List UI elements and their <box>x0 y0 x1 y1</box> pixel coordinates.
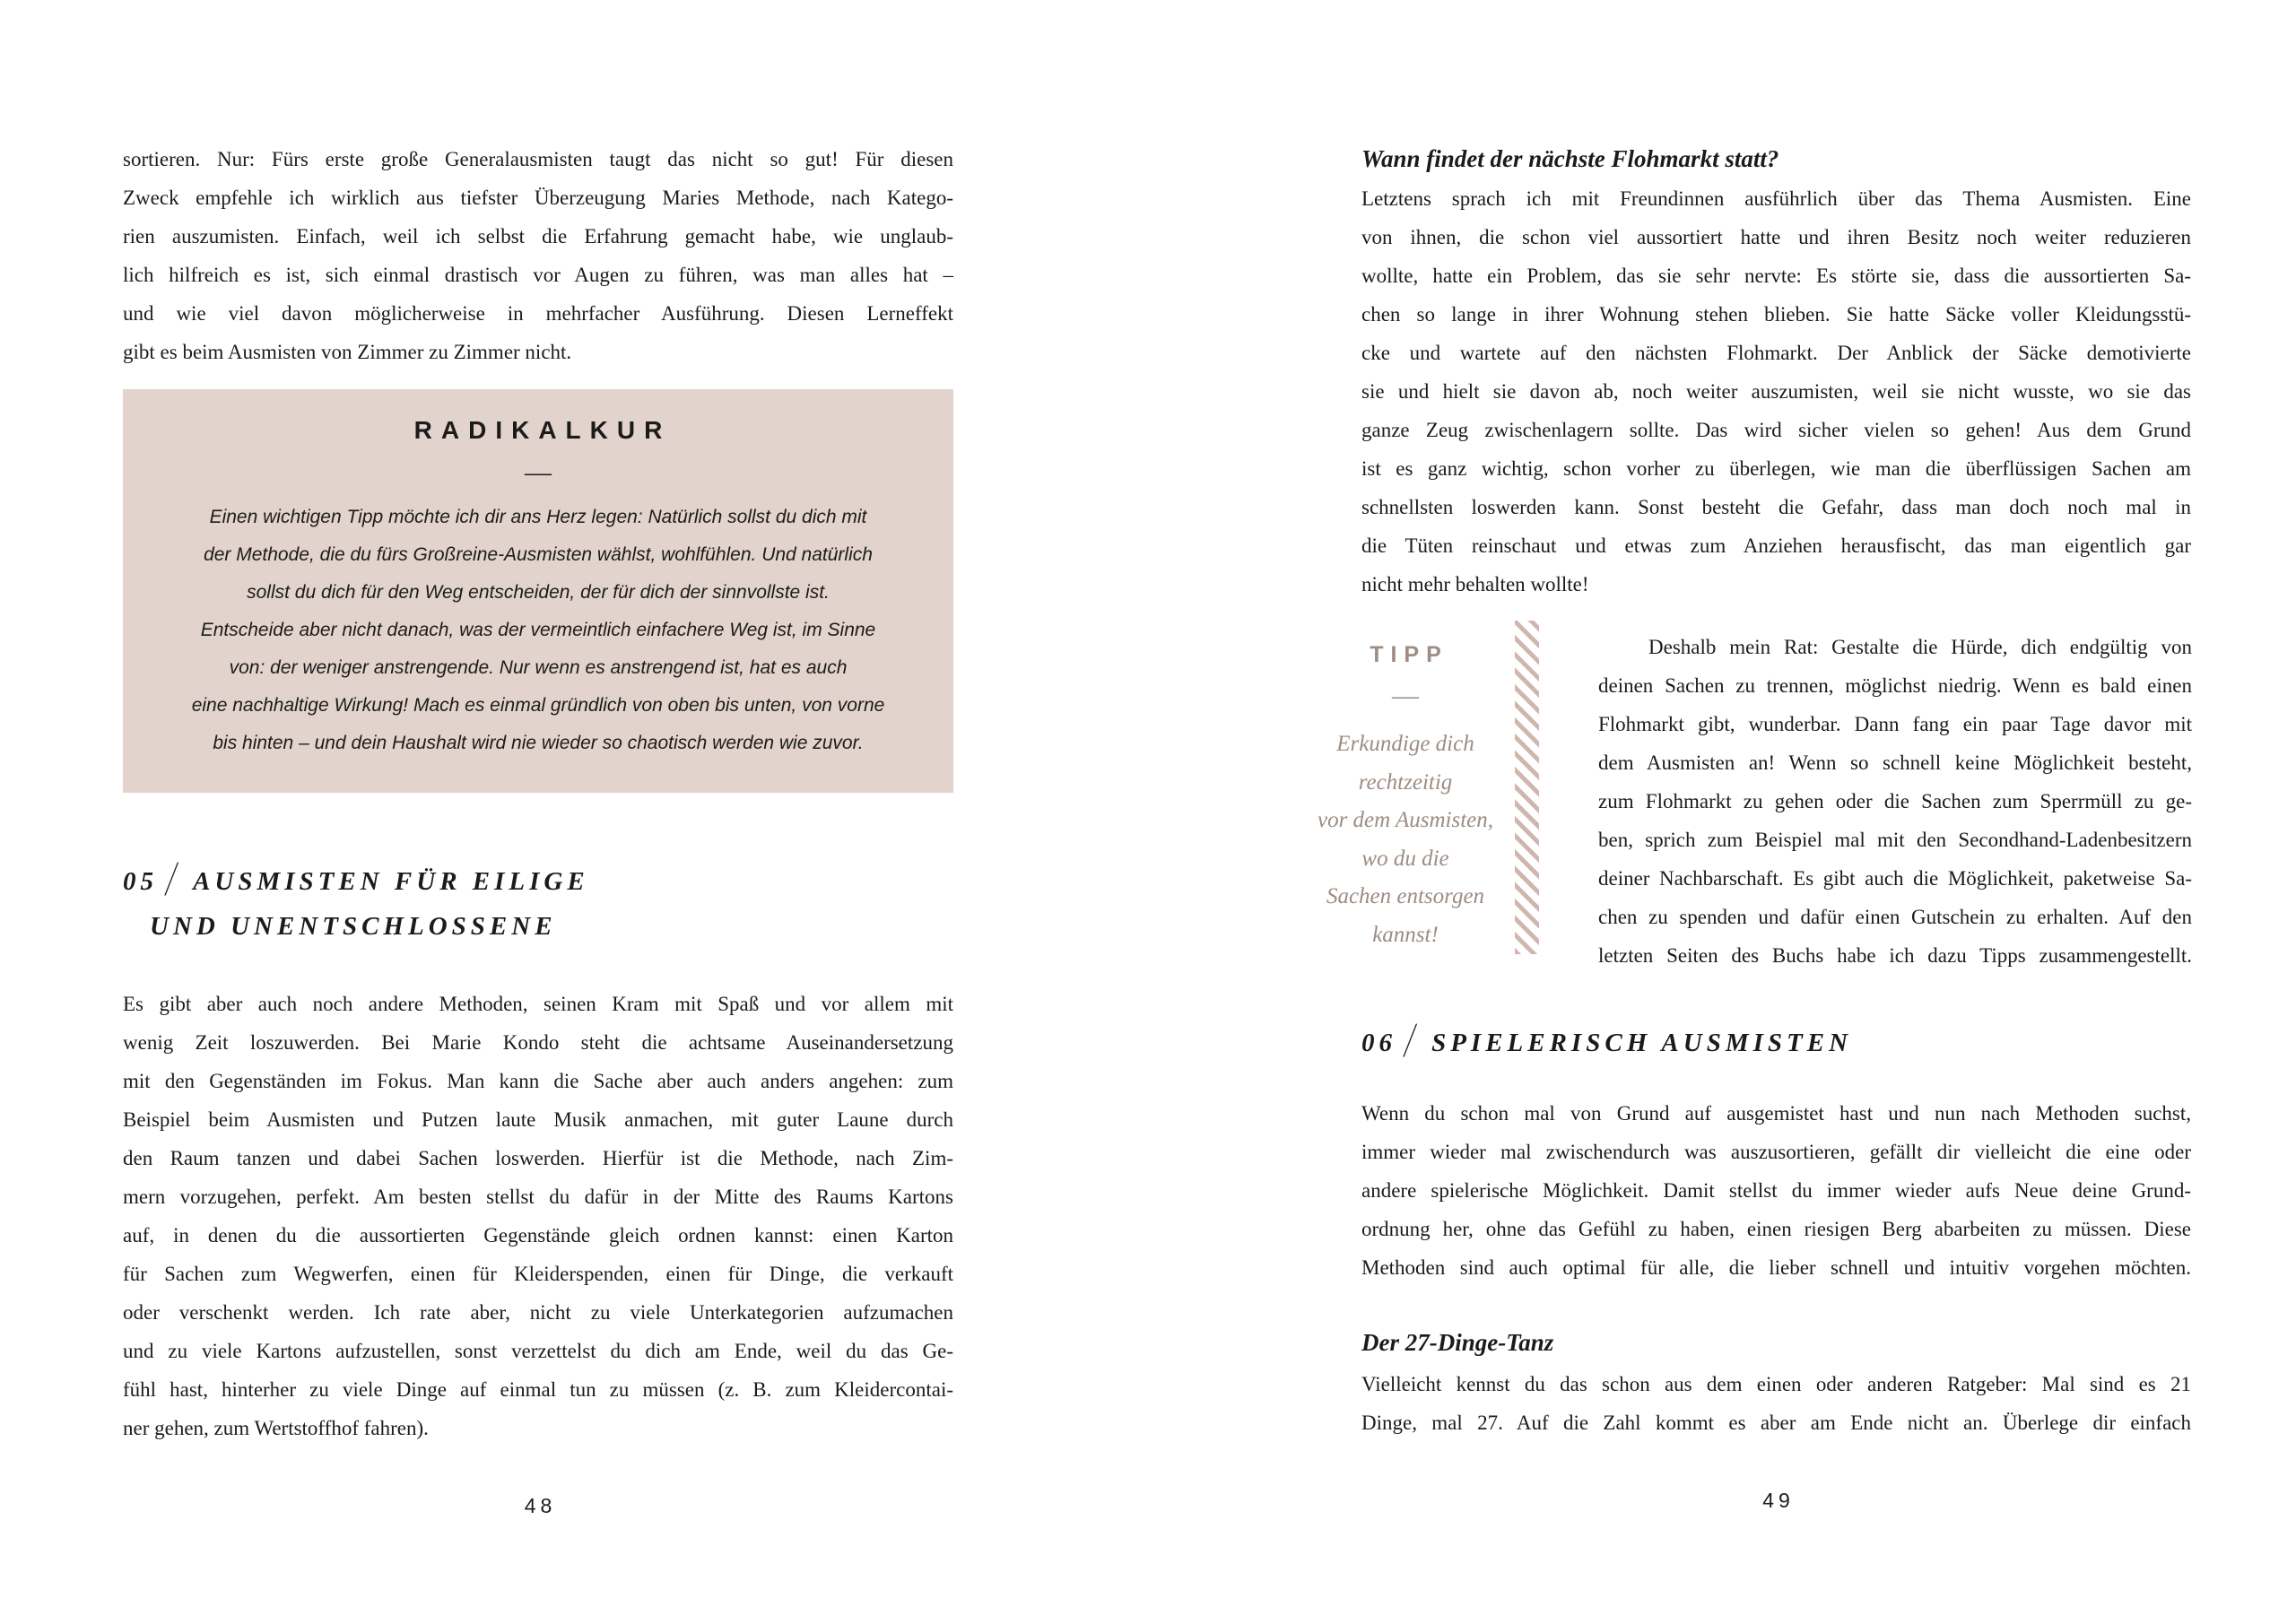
tip-sidebar-text <box>1302 725 1509 954</box>
text-line: ordnung her, ohne das Gefühl zu haben, einen riesigen Berg abarbeiten zu müssen. Diese <box>1361 1218 2191 1240</box>
text-line: eine nachhaltige Wirkung! Mach es einmal gründlich von oben bis unten, von vorne <box>191 695 885 716</box>
text-line: Es gibt aber auch noch andere Methoden, seinen Kram mit Spaß und vor allem mit <box>123 993 953 1015</box>
text-line: Beispiel beim Ausmisten und Putzen laute Musik anmachen, mit guter Laune durch <box>123 1108 953 1131</box>
text-line: sie und hielt sie davon ab, noch weiter auszumisten, weil sie nicht wusste, wo sie das <box>1361 380 2191 403</box>
page-right <box>1148 0 2296 1607</box>
chapter-title-line2: UND UNENTSCHLOSSENE <box>150 912 557 941</box>
text-line: bis hinten – und dein Haushalt wird nie wieder so chaotisch werden wie zuvor. <box>213 733 864 753</box>
text-line: Methoden sind auch optimal für alle, die lieber schnell und intuitiv vorgehen möchten. <box>1361 1256 2191 1279</box>
text-line: die Tüten reinschaut und etwas zum Anziehen herausfischt, das man eigentlich gar <box>1361 534 2191 557</box>
body-paragraph <box>123 985 953 1447</box>
text-line: letzten Seiten des Buchs habe ich dazu Tipps zusammengestellt. <box>1598 944 2192 967</box>
text-line: Einen wichtigen Tipp möchte ich dir ans Herz legen: Natürlich sollst du dich mit <box>209 507 867 527</box>
text-line: mern vorzugehen, perfekt. Am besten stellst du dafür in der Mitte des Raums Kartons <box>123 1186 953 1208</box>
text-line: Dinge, mal 27. Auf die Zahl kommt es aber am Ende nicht an. Überlege dir einfach <box>1361 1412 2191 1434</box>
chapter-number: 06 <box>1361 1029 1396 1057</box>
chapter-heading-06 <box>1361 1013 1853 1069</box>
callout-box-text <box>123 499 953 762</box>
chapter-number: 05 <box>123 867 158 896</box>
text-line: chen so lange in ihrer Wohnung stehen blieben. Sie hatte Säcke voller Kleidungsstü- <box>1361 303 2191 326</box>
text-line: ganze Zeug zwischenlagern sollte. Das wird sicher vielen so gehen! Aus dem Grund <box>1361 419 2191 441</box>
callout-box <box>123 389 953 793</box>
text-line: von ihnen, die schon viel aussortiert hatte und ihren Besitz noch weiter reduzieren <box>1361 226 2191 248</box>
text-line: wollte, hatte ein Problem, das sie sehr nervte: Es störte sie, dass die aussortierten Sa- <box>1361 265 2191 287</box>
text-line: andere spielerische Möglichkeit. Damit stellst du immer wieder aufs Neue deine Grund- <box>1361 1179 2191 1202</box>
intro-paragraph <box>123 140 953 371</box>
text-line: und wie viel davon möglicherweise in mehrfacher Ausführung. Diesen Lerneffekt <box>123 302 953 325</box>
tip-paragraph <box>1598 628 2192 975</box>
text-line: deinen Sachen zu trennen, möglichst niedrig. Wenn es bald einen <box>1598 674 2192 697</box>
tip-dash: — <box>1392 681 1419 710</box>
text-line: nicht mehr behalten wollte! <box>1361 573 1589 595</box>
paragraph-3 <box>1361 1365 2191 1442</box>
text-line: cke und wartete auf den nächsten Flohmarkt. Der Anblick der Säcke demotivierte <box>1361 342 2191 364</box>
text-line: wenig Zeit loszuwerden. Bei Marie Kondo steht die achtsame Auseinandersetzung <box>123 1031 953 1054</box>
text-line: deiner Nachbarschaft. Es gibt auch die Möglichkeit, paketweise Sa- <box>1598 867 2192 890</box>
chapter-title: SPIELERISCH AUSMISTEN <box>1431 1029 1853 1057</box>
tip-hatch-divider <box>1515 621 1539 954</box>
text-line: und zu viele Kartons aufzustellen, sonst verzettelst du dich am Ende, weil du das Ge- <box>123 1340 953 1362</box>
text-line: vor dem Ausmisten, <box>1317 808 1494 832</box>
text-line: kannst! <box>1372 922 1439 947</box>
chapter-slash: / <box>161 852 186 908</box>
text-line: für Sachen zum Wegwerfen, einen für Kleiderspenden, einen für Dinge, die verkauft <box>123 1263 953 1285</box>
text-line: wo du die <box>1361 846 1449 871</box>
text-line: auf, in denen du die aussortierten Gegenstände gleich ordnen kannst: einen Karton <box>123 1224 953 1247</box>
text-line: zum Flohmarkt zu gehen oder die Sachen zum Sperrmüll zu ge- <box>1598 790 2192 812</box>
text-line: rien auszumisten. Einfach, weil ich selbst die Erfahrung gemacht habe, wie unglaub- <box>123 225 953 248</box>
text-line: ist es ganz wichtig, schon vorher zu überlegen, wie man die überflüssigen Sachen am <box>1361 457 2191 480</box>
page-number-right: 49 <box>1762 1489 1795 1512</box>
callout-box-dash: — <box>525 457 552 487</box>
sub-heading: Der 27-Dinge-Tanz <box>1361 1329 1554 1356</box>
text-line: ben, sprich zum Beispiel mal mit den Secondhand-Ladenbesitzern <box>1598 829 2192 851</box>
text-line: chen zu spenden und dafür einen Gutschein zu erhalten. Auf den <box>1598 906 2192 928</box>
chapter-heading-05-line1 <box>123 852 589 908</box>
callout-box-title: RADIKALKUR <box>413 416 672 444</box>
chapter-heading-06-line1 <box>1361 1013 1853 1069</box>
text-line: Entscheide aber nicht danach, was der vermeintlich einfachere Weg ist, im Sinne <box>200 620 876 640</box>
question-heading: Wann findet der nächste Flohmarkt statt? <box>1361 145 1779 172</box>
text-line: immer wieder mal zwischendurch was auszusortieren, gefällt dir vielleicht die eine oder <box>1361 1141 2191 1163</box>
text-line: schnellsten loswerden kann. Sonst besteht die Gefahr, dass man doch noch mal in <box>1361 496 2191 518</box>
chapter-heading-05 <box>123 852 589 949</box>
text-line: Wenn du schon mal von Grund auf ausgemistet hast und nun nach Methoden suchst, <box>1361 1102 2191 1125</box>
text-line: Letztens sprach ich mit Freundinnen ausführlich über das Thema Ausmisten. Eine <box>1361 187 2191 210</box>
text-line: rechtzeitig <box>1358 769 1453 795</box>
paragraph-1 <box>1361 179 2191 604</box>
text-line: der Methode, die du fürs Großreine-Ausmisten wählst, wohlfühlen. Und natürlich <box>204 544 873 565</box>
text-line: Deshalb mein Rat: Gestalte die Hürde, dich endgültig von <box>1648 636 2192 658</box>
text-line: fühl hast, hinterher zu viele Dinge auf einmal tun zu müssen (z. B. zum Kleidercontai- <box>123 1378 953 1401</box>
text-line: Sachen entsorgen <box>1326 884 1485 908</box>
text-line: Flohmarkt gibt, wunderbar. Dann fang ein paar Tage davor mit <box>1598 713 2192 735</box>
chapter-slash: / <box>1400 1013 1424 1069</box>
text-line: mit den Gegenständen im Fokus. Man kann die Sache aber auch anders angehen: zum <box>123 1070 953 1092</box>
text-line: von: der weniger anstrengende. Nur wenn es anstrengend ist, hat es auch <box>229 657 848 678</box>
text-line: gibt es beim Ausmisten von Zimmer zu Zimmer nicht. <box>123 341 572 363</box>
page-number-left: 48 <box>524 1494 557 1517</box>
text-line: ner gehen, zum Wertstoffhof fahren). <box>123 1417 429 1439</box>
text-line: Erkundige dich <box>1336 732 1474 756</box>
text-line: Vielleicht kennst du das schon aus dem einen oder anderen Ratgeber: Mal sind es 21 <box>1361 1373 2191 1395</box>
text-line: den Raum tanzen und dabei Sachen loswerden. Hierfür ist die Methode, nach Zim- <box>123 1147 953 1169</box>
text-line: sollst du dich für den Weg entscheiden, der für dich der sinnvollste ist. <box>247 582 830 603</box>
tip-label: TIPP <box>1370 642 1448 667</box>
text-line: oder verschenkt werden. Ich rate aber, nicht zu viele Unterkategorien aufzumachen <box>123 1301 953 1324</box>
text-line: dem Ausmisten an! Wenn so schnell keine Möglichkeit besteht, <box>1598 751 2192 774</box>
paragraph-2 <box>1361 1094 2191 1287</box>
text-line: lich hilfreich es ist, sich einmal drastisch vor Augen zu führen, was man alles hat – <box>123 264 953 286</box>
tip-sidebar <box>1302 642 1509 954</box>
text-line: Zweck empfehle ich wirklich aus tiefster Überzeugung Maries Methode, nach Katego- <box>123 187 953 209</box>
text-line: sortieren. Nur: Fürs erste große Generalausmisten taugt das nicht so gut! Für diesen <box>123 148 953 170</box>
chapter-title-line1: AUSMISTEN FÜR EILIGE <box>193 867 589 896</box>
